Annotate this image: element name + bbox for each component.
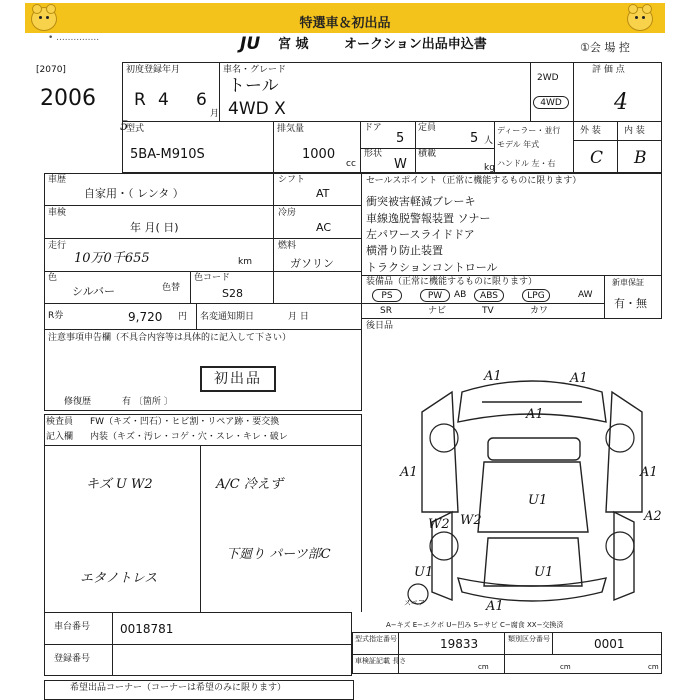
bear-mascot-icon (627, 7, 653, 31)
first-reg-label: 初度登録年月 (126, 65, 181, 75)
shape-value: W (394, 157, 407, 172)
car-name: トール (228, 76, 279, 96)
model-desig: 19833 (440, 637, 479, 651)
damage-legend: A−キズ E−エクボ U−凹み S−サビ C−腐食 XX−交換済 (386, 621, 564, 629)
inspect-line-2: 内装（キズ・汚レ・コゲ・穴・スレ・キレ・破レ (90, 432, 288, 442)
sales-point: 横滑り防止装置 (366, 244, 443, 257)
car-no-label: 車台番号 (54, 622, 91, 632)
yen-unit: 円 (178, 312, 188, 322)
shift-value: AT (316, 187, 330, 200)
fuel-value: ガソリン (290, 257, 334, 270)
first-listing-stamp: 初出品 (200, 366, 276, 392)
mileage-unit: km (238, 257, 252, 267)
int-label: 内 装 (624, 126, 645, 136)
car-name-label: 車名・グレード (223, 65, 287, 75)
sales-point: 車線逸脱警報装置 ソナー (366, 212, 491, 225)
fuel-label: 燃料 (278, 241, 297, 251)
sales-point: 左パワースライドドア (366, 228, 475, 241)
equipment-label: 装備品（正常に機能するものに限ります） (366, 277, 538, 287)
dmg-u1-bottom-left: U1 (414, 565, 434, 580)
brand-sub: 宮 城 (278, 37, 309, 52)
year-value: 2006 (40, 86, 96, 111)
color-label: 色 (48, 273, 58, 283)
model-desig-label: 型式指定番号 (355, 635, 397, 643)
spare-label: スペア (404, 599, 425, 607)
class-no: 0001 (594, 637, 625, 651)
reg-month: 6 (196, 90, 207, 110)
color-code: S28 (222, 287, 243, 300)
repair-value: 有 〔箇所 〕 (122, 397, 173, 407)
dmg-a2-right: A2 (644, 509, 662, 524)
eval-label: 評 価 点 (592, 65, 625, 75)
dmg-a1-top-right: A1 (570, 371, 588, 386)
dmg-a1-left: A1 (400, 465, 418, 480)
inspector-label: 検査員 (46, 417, 74, 427)
sales-label: セールスポイント（正常に機能するものに限ります） (366, 176, 582, 186)
drive-box (530, 62, 574, 122)
inspection-label: 車検 (48, 208, 67, 218)
load-label: 積載 (418, 149, 437, 159)
history-label: 車歴 (48, 175, 67, 185)
cooling-value: AC (316, 221, 332, 234)
history-value: 自家用・（ レンタ ） (84, 187, 184, 200)
equip-ab: AB (454, 290, 467, 300)
model-label: 型式 (126, 124, 145, 134)
reg-year: 4 (158, 90, 169, 110)
month-unit: 月 (210, 109, 220, 119)
cm-unit: cm (648, 663, 659, 671)
owner-notice-label: 名変通知期日 (200, 312, 255, 322)
handwriting-box (44, 446, 362, 612)
recycle-value: 9,720 (128, 310, 163, 324)
header-note: • ............... (48, 33, 100, 43)
repair-label: 修復歴 (64, 397, 92, 407)
reg-no-label: 登録番号 (54, 654, 91, 664)
int-grade: B (634, 148, 647, 168)
equip-ps-circled: PS (372, 289, 402, 302)
warranty-value: 有・無 (614, 297, 647, 310)
banner-title: 特選車＆初出品 (299, 16, 391, 31)
notes-label: 注意事項申告欄（不具合内容等は具体的に記入して下さい） (48, 333, 292, 343)
hand-note-1: キズ U W2 (86, 477, 153, 492)
lot-tag: [2070] (36, 65, 66, 75)
dmg-u1-center: U1 (528, 493, 548, 508)
brand-logo: JU (240, 34, 261, 54)
cert-label: 車検証記載 長さ (355, 657, 407, 665)
capacity-label: 定員 (418, 123, 437, 133)
inspect-line-1: FW（キズ・凹石）・ヒビ割・リペア跡・要交換 (90, 417, 280, 427)
equip-pw-circled: PW (420, 289, 450, 302)
after-label: 後日品 (366, 321, 394, 331)
dmg-a1-bottom: A1 (486, 599, 504, 614)
recycle-label: R券 (48, 311, 64, 321)
ext-grade: C (590, 148, 604, 168)
hand-note-3: 下廻り パーツ部C (226, 547, 331, 562)
sales-point: 衝突被害軽減ブレーキ (366, 195, 476, 208)
cc-value: 1000 (302, 147, 336, 162)
writer-label: 記入欄 (46, 432, 74, 442)
capacity-value: 5 (470, 131, 479, 146)
color-value: シルバー (72, 285, 115, 298)
dmg-a1-roof: A1 (526, 407, 544, 422)
color-code-label: 色コード (194, 273, 231, 283)
cooling-label: 冷房 (278, 208, 297, 218)
car-no: 0018781 (120, 622, 174, 636)
cm-unit: cm (560, 663, 571, 671)
capacity-unit: 人 (484, 136, 494, 146)
dmg-w2-left: W2 (428, 517, 450, 532)
dmg-u1-bottom-right: U1 (534, 565, 554, 580)
class-label: 類別区分番号 (508, 635, 550, 643)
equip-abs-circled: ABS (474, 289, 504, 302)
equip-kawa: カワ (530, 306, 549, 316)
door-label: ドア (364, 123, 382, 133)
era: R (134, 90, 146, 110)
inspection-value: 年 月( 日) (130, 221, 179, 234)
cc-unit: cc (346, 159, 356, 169)
copy-label: ①会 場 控 (580, 41, 630, 54)
dmg-a1-top-left: A1 (484, 369, 502, 384)
drive-4wd-circled: 4WD (533, 96, 569, 109)
dmg-w2: W2 (460, 513, 482, 528)
model-value: 5BA-M910S (130, 147, 205, 162)
sales-point: トラクションコントロール (366, 261, 498, 274)
equip-aw: AW (578, 290, 593, 300)
handle-label: ハンドル 左・右 (497, 159, 556, 168)
shift-label: シフト (278, 175, 306, 185)
load-unit: kg (484, 163, 495, 173)
eval-score: 4 (614, 90, 628, 115)
dmg-a1-right: A1 (640, 465, 658, 480)
mileage-label: 走行 (48, 241, 67, 251)
top-banner (25, 3, 665, 33)
hand-note-4: エタノトレス (80, 571, 158, 586)
shape-label: 形状 (364, 149, 383, 159)
hand-mark: 5 (120, 119, 129, 134)
paint-label: 色替 (162, 283, 181, 293)
owner-notice-value: 月 日 (288, 312, 309, 322)
ext-label: 外 装 (580, 126, 601, 136)
cc-label: 排気量 (277, 124, 305, 134)
model-year-label: モデル 年式 (497, 140, 540, 149)
hope-corner-label: 希望出品コーナー（コーナーは希望のみに限ります） (70, 683, 287, 693)
drive-2wd: 2WD (537, 73, 559, 83)
form-title: オークション出品申込書 (344, 37, 487, 52)
warranty-label: 新車保証 (612, 278, 644, 287)
car-grade: 4WD X (228, 99, 286, 119)
dealer-label: ディーラー・並行 (497, 126, 561, 135)
door-value: 5 (396, 131, 405, 146)
cm-unit: cm (478, 663, 489, 671)
equip-lpg-circled: LPG (522, 289, 550, 302)
mileage-value: 10万0千655 (74, 251, 150, 266)
hand-note-2: A/C 冷えず (216, 477, 283, 492)
equip-sr: SR (380, 306, 392, 316)
equip-tv: TV (482, 306, 494, 316)
equip-navi: ナビ (428, 306, 447, 316)
